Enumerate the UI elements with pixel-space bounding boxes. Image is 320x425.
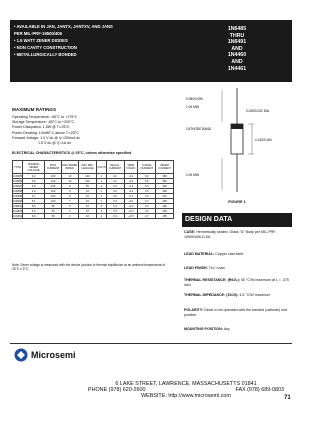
table-cell: 1N4460 bbox=[13, 209, 23, 213]
polarity: POLARITY: Diode to be operated with the banded (cathode) end positive. bbox=[184, 308, 288, 318]
table-cell: 7 bbox=[62, 199, 79, 204]
table-cell: 270 bbox=[156, 194, 174, 199]
table-cell: 50 bbox=[78, 184, 97, 189]
table-cell: 0.3 bbox=[106, 209, 124, 214]
table-cell: -0.2 bbox=[124, 189, 138, 194]
table-cell: 3.7 bbox=[138, 199, 156, 204]
table-cell: 2 bbox=[97, 204, 106, 209]
lead-material: LEAD MATERIAL: Copper clad steel bbox=[184, 252, 244, 256]
part-6: AND bbox=[231, 58, 243, 65]
cathode-band bbox=[231, 124, 243, 129]
part-1: 1N6485 bbox=[227, 26, 247, 32]
table-cell: 1N6491 bbox=[13, 204, 23, 208]
table-cell: 0.2 bbox=[106, 189, 124, 194]
rating-line: 1.5 V dc @ Iƒ=1A dc bbox=[12, 141, 71, 146]
elec-header-cell: NOMINAL ZENER VOLTAGE bbox=[23, 161, 45, 174]
footer-divider bbox=[10, 343, 292, 344]
dim-4: CATHODE BAND bbox=[186, 127, 212, 131]
dim-6: 1.00 MIN bbox=[186, 173, 199, 177]
part-numbers bbox=[182, 20, 292, 82]
elec-header-cell: MAX ZENER IMPED. bbox=[62, 161, 79, 174]
mounting: MOUNTING POSITION: Any bbox=[184, 327, 230, 331]
rating-line: Storage Temperature: -65°C to +200°C bbox=[12, 120, 75, 125]
table-cell: 2 bbox=[62, 209, 79, 214]
table-cell: 3.0 bbox=[138, 209, 156, 214]
table-cell: 1 bbox=[97, 179, 106, 184]
table-cell: 3.9 bbox=[23, 184, 45, 189]
elec-header-cell: TEST CURRENT bbox=[45, 161, 62, 174]
table-cell: 100 bbox=[45, 194, 62, 199]
table-cell: 5.6 bbox=[23, 204, 45, 209]
elec-table bbox=[12, 160, 174, 219]
table-cell: 1N4461 bbox=[13, 214, 23, 218]
thermal-impedance: THERMAL IMPEDANCE: (ZθJX): 4.5 °C/W maximum bbox=[184, 293, 271, 297]
elec-header-cell: TYPE bbox=[13, 161, 23, 174]
table-cell: 380 bbox=[156, 174, 174, 179]
table-cell: 100 bbox=[45, 179, 62, 184]
table-cell: 3.6 bbox=[23, 179, 45, 184]
table-cell: 5.5 bbox=[138, 179, 156, 184]
table-cell: -0.1 bbox=[124, 194, 138, 199]
table-cell: 3 bbox=[97, 209, 106, 214]
table-cell: 10 bbox=[78, 199, 97, 204]
table-cell: 10 bbox=[78, 204, 97, 209]
table-cell: 100 bbox=[78, 174, 97, 179]
table-cell: 3.3 bbox=[138, 204, 156, 209]
table-cell: 3.3 bbox=[23, 174, 45, 179]
table-cell: 100 bbox=[78, 179, 97, 184]
part-4: AND bbox=[231, 45, 243, 52]
rating-line: Power Derating: 10mW/°C above Tₗ=25°C bbox=[12, 130, 79, 135]
table-cell: -0.4 bbox=[124, 179, 138, 184]
elec-header-cell: SURGE CURRENT bbox=[138, 161, 156, 174]
company-logo bbox=[14, 348, 94, 362]
table-cell: 250 bbox=[156, 199, 174, 204]
table-cell: 4.5 bbox=[138, 189, 156, 194]
table-cell: 4 bbox=[97, 214, 106, 219]
table-cell: 6.0 bbox=[138, 174, 156, 179]
rating-line: Power Dissipation: 1.5W @ Tₗ=25°C bbox=[12, 125, 70, 130]
table-cell: 10 bbox=[62, 174, 79, 179]
table-cell: 100 bbox=[45, 199, 62, 204]
part-7: 1N4461 bbox=[227, 65, 247, 72]
table-row bbox=[13, 214, 174, 219]
table-cell: 10 bbox=[62, 179, 79, 184]
table-cell: 1N6487 bbox=[13, 184, 23, 188]
feature-list bbox=[10, 20, 182, 82]
dim-1: 0.080/0.090 bbox=[186, 97, 203, 101]
table-cell: 100 bbox=[45, 174, 62, 179]
table-cell: 290 bbox=[156, 189, 174, 194]
table-cell: 1 bbox=[97, 189, 106, 194]
elec-header-cell: VOLTS bbox=[97, 161, 106, 174]
table-cell: 1N6489 bbox=[13, 194, 23, 198]
table-cell: -0.4 bbox=[124, 174, 138, 179]
logo-text: Microsemi bbox=[31, 350, 76, 360]
figure-1 bbox=[182, 82, 292, 200]
feature-4: • METALLURGICALLY BONDED bbox=[14, 52, 77, 57]
table-cell: 1N6488 bbox=[13, 189, 23, 193]
table-cell: 100 bbox=[45, 189, 62, 194]
table-cell: 0.2 bbox=[106, 184, 124, 189]
fax: FAX (978) 689-0803 bbox=[235, 387, 284, 393]
table-cell: 0.2 bbox=[106, 194, 124, 199]
part-2: THRU bbox=[229, 32, 245, 39]
table-cell: 10 bbox=[78, 209, 97, 214]
table-cell: 185 bbox=[156, 214, 174, 219]
dim-3: 0.026/0.032 DIA. bbox=[246, 109, 270, 113]
table-cell: 9 bbox=[62, 184, 79, 189]
table-cell: +0.1 bbox=[124, 199, 138, 204]
case-info: CASE: Hermetically sealed, Glass "A" Body per MIL-PRF-19500/406 D-5A bbox=[184, 230, 277, 240]
elec-header-cell: MAX REV. LEAKAGE bbox=[78, 161, 97, 174]
dim-2: 1.00 MIN bbox=[186, 105, 199, 109]
table-cell: 50 bbox=[45, 214, 62, 219]
table-cell: 4.0 bbox=[138, 194, 156, 199]
feature-3: • NON CAVITY CONSTRUCTION bbox=[14, 45, 77, 50]
table-cell: 1N6490 bbox=[13, 199, 23, 203]
table-cell: 10 bbox=[78, 214, 97, 219]
table-cell: 8 bbox=[62, 194, 79, 199]
table-cell: 350 bbox=[156, 179, 174, 184]
address-line: 6 LAKE STREET, LAWRENCE, MASSACHUSETTS 01841 bbox=[115, 381, 257, 387]
table-cell: 0.3 bbox=[106, 204, 124, 209]
lead-finish: LEAD FINISH: Tin / Lead bbox=[184, 266, 225, 270]
table-cell: 1 bbox=[97, 199, 106, 204]
table-cell: +0.3 bbox=[124, 204, 138, 209]
table-cell: 0.2 bbox=[106, 179, 124, 184]
table-cell: 0.2 bbox=[106, 174, 124, 179]
feature-1: • AVAILABLE IN JAN, JANTX, JANTXV, AND JANS bbox=[14, 24, 113, 29]
page-number: 71 bbox=[284, 395, 291, 401]
feature-2: • 1.5 WATT ZENER DIODES bbox=[14, 38, 68, 43]
design-data-title: DESIGN DATA bbox=[182, 213, 292, 227]
table-cell: 320 bbox=[156, 184, 174, 189]
elec-header-cell: ZENER CURRENT bbox=[156, 161, 174, 174]
table-cell: 5.0 bbox=[138, 184, 156, 189]
part-3: 1N6491 bbox=[227, 39, 247, 46]
address-block bbox=[88, 381, 284, 399]
table-cell: 100 bbox=[45, 184, 62, 189]
note-text: Note: Zener voltage is measured with the device junction in thermal equilibrium at an ambient temperature of 25°C ± 3°C. bbox=[12, 263, 166, 272]
part-5: 1N4460 bbox=[227, 52, 247, 59]
table-cell: 6.8 bbox=[23, 214, 45, 219]
elec-header-cell: REGUL. CURRENT bbox=[106, 161, 124, 174]
table-cell: 200 bbox=[156, 209, 174, 214]
rating-line: Forward Voltage: 1.0 V dc @ Iƒ=200mA dc bbox=[12, 135, 81, 140]
elec-header-cell: TEMP. COEFF. bbox=[124, 161, 138, 174]
figure-label: FIGURE 1 bbox=[228, 200, 246, 204]
phone: PHONE (978) 620-2600 bbox=[88, 387, 146, 393]
table-cell: 1 bbox=[97, 174, 106, 179]
ratings-title: MAXIMUM RATINGS bbox=[12, 107, 57, 112]
table-cell: 10 bbox=[78, 194, 97, 199]
table-cell: 9 bbox=[62, 189, 79, 194]
table-cell: +0.4 bbox=[124, 209, 138, 214]
table-cell: 50 bbox=[45, 209, 62, 214]
rating-line: Operating Temperature: -65°C to +175°C bbox=[12, 115, 78, 119]
website-link[interactable]: WEBSITE: http://www.microsemi.com bbox=[141, 393, 231, 399]
table-cell: 5.1 bbox=[23, 199, 45, 204]
thermal-resistance: THERMAL RESISTANCE: (RθJL): 55 °C/W maximum at L = .375 inch bbox=[184, 278, 289, 288]
dim-5: 0.140/0.160 bbox=[255, 138, 272, 142]
table-cell: -0.3 bbox=[124, 184, 138, 189]
table-cell: 4.3 bbox=[23, 189, 45, 194]
table-cell: 4.7 bbox=[23, 194, 45, 199]
table-cell: +0.5 bbox=[124, 214, 138, 219]
feature-1b: PER MIL-PRF-19500/406 bbox=[14, 31, 62, 36]
table-cell: 6.2 bbox=[23, 209, 45, 214]
table-cell: 50 bbox=[45, 204, 62, 209]
elec-title: ELECTRICAL CHARACTERISTICS @ 25°C, unless otherwise specified bbox=[12, 151, 132, 155]
table-cell: 1N6486 bbox=[13, 179, 23, 183]
table-cell: 1N6485 bbox=[13, 174, 23, 178]
table-cell: 1 bbox=[97, 194, 106, 199]
microsemi-icon bbox=[14, 348, 28, 362]
table-cell: 225 bbox=[156, 204, 174, 209]
table-cell: 10 bbox=[78, 189, 97, 194]
table-cell: 2.7 bbox=[138, 214, 156, 219]
table-cell: 5 bbox=[62, 204, 79, 209]
table-cell: 0.3 bbox=[106, 214, 124, 219]
table-cell: 2 bbox=[62, 214, 79, 219]
table-cell: 1 bbox=[97, 184, 106, 189]
table-cell: 0.3 bbox=[106, 199, 124, 204]
ratings-list bbox=[12, 115, 162, 146]
